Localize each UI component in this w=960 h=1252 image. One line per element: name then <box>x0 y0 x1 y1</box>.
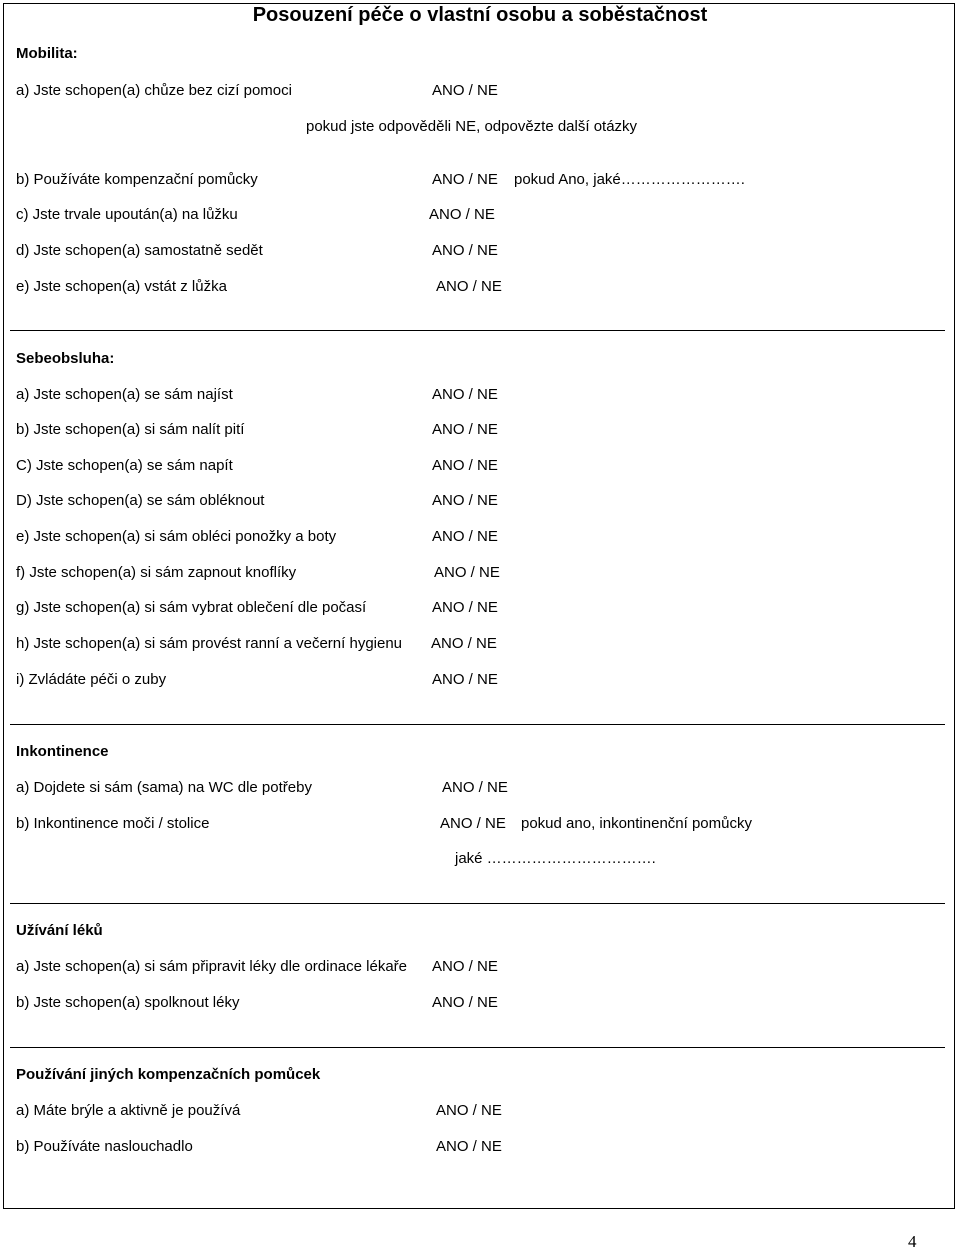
selfcare-f-question: f) Jste schopen(a) si sám zapnout knoflíky <box>16 564 297 581</box>
selfcare-g-question: g) Jste schopen(a) si sám vybrat oblečení dle počasí <box>16 599 367 616</box>
mobility-b-answer[interactable]: ANO / NE <box>432 171 498 188</box>
selfcare-h-question: h) Jste schopen(a) si sám provést ranní a večerní hygienu <box>16 635 403 652</box>
selfcare-c-question: C) Jste schopen(a) se sám napít <box>16 457 233 474</box>
mobility-a-question: a) Jste schopen(a) chůze bez cizí pomoci <box>16 82 292 99</box>
incontinence-which[interactable]: jaké ……………………………. <box>455 850 656 867</box>
medication-b-answer[interactable]: ANO / NE <box>432 994 498 1011</box>
medication-a-question: a) Jste schopen(a) si sám připravit léky dle ordinace lékaře <box>16 958 408 975</box>
incontinence-a-answer[interactable]: ANO / NE <box>442 779 508 796</box>
section-divider <box>10 724 945 725</box>
selfcare-e-question: e) Jste schopen(a) si sám obléci ponožky a boty <box>16 528 337 545</box>
mobility-note: pokud jste odpověděli NE, odpovězte další otázky <box>306 118 638 135</box>
selfcare-d-answer[interactable]: ANO / NE <box>432 492 498 509</box>
mobility-heading: Mobilita: <box>16 45 78 62</box>
mobility-d-question: d) Jste schopen(a) samostatně sedět <box>16 242 263 259</box>
incontinence-heading: Inkontinence <box>16 743 109 760</box>
page-title: Posouzení péče o vlastní osobu a soběstačnost <box>252 4 708 26</box>
incontinence-a-question: a) Dojdete si sám (sama) na WC dle potřeby <box>16 779 312 796</box>
selfcare-i-question: i) Zvládáte péči o zuby <box>16 671 167 688</box>
selfcare-f-answer[interactable]: ANO / NE <box>434 564 500 581</box>
selfcare-b-question: b) Jste schopen(a) si sám nalít pití <box>16 421 245 438</box>
aids-heading: Používání jiných kompenzačních pomůcek <box>16 1066 321 1083</box>
incontinence-b-extra: pokud ano, inkontinenční pomůcky <box>521 815 752 832</box>
aids-b-question: b) Používáte naslouchadlo <box>16 1138 193 1155</box>
selfcare-c-answer[interactable]: ANO / NE <box>432 457 498 474</box>
aids-a-question: a) Máte brýle a aktivně je používá <box>16 1102 241 1119</box>
mobility-b-extra[interactable]: pokud Ano, jaké……………………. <box>514 171 745 188</box>
mobility-c-question: c) Jste trvale upoután(a) na lůžku <box>16 206 238 223</box>
selfcare-b-answer[interactable]: ANO / NE <box>432 421 498 438</box>
incontinence-b-answer[interactable]: ANO / NE <box>440 815 506 832</box>
mobility-d-answer[interactable]: ANO / NE <box>432 242 498 259</box>
mobility-a-answer[interactable]: ANO / NE <box>432 82 498 99</box>
selfcare-d-question: D) Jste schopen(a) se sám obléknout <box>16 492 265 509</box>
mobility-e-answer[interactable]: ANO / NE <box>436 278 502 295</box>
medication-a-answer[interactable]: ANO / NE <box>432 958 498 975</box>
section-divider <box>10 1047 945 1048</box>
selfcare-a-question: a) Jste schopen(a) se sám najíst <box>16 386 233 403</box>
mobility-c-answer[interactable]: ANO / NE <box>429 206 495 223</box>
incontinence-b-question: b) Inkontinence moči / stolice <box>16 815 210 832</box>
medication-heading: Užívání léků <box>16 922 103 939</box>
selfcare-g-answer[interactable]: ANO / NE <box>432 599 498 616</box>
aids-b-answer[interactable]: ANO / NE <box>436 1138 502 1155</box>
selfcare-e-answer[interactable]: ANO / NE <box>432 528 498 545</box>
section-divider <box>10 903 945 904</box>
selfcare-h-answer[interactable]: ANO / NE <box>431 635 497 652</box>
aids-a-answer[interactable]: ANO / NE <box>436 1102 502 1119</box>
selfcare-i-answer[interactable]: ANO / NE <box>432 671 498 688</box>
selfcare-a-answer[interactable]: ANO / NE <box>432 386 498 403</box>
mobility-b-question: b) Používáte kompenzační pomůcky <box>16 171 258 188</box>
medication-b-question: b) Jste schopen(a) spolknout léky <box>16 994 240 1011</box>
page-number: 4 <box>908 1232 917 1251</box>
mobility-e-question: e) Jste schopen(a) vstát z lůžka <box>16 278 227 295</box>
section-divider <box>10 330 945 331</box>
selfcare-heading: Sebeobsluha: <box>16 350 115 367</box>
